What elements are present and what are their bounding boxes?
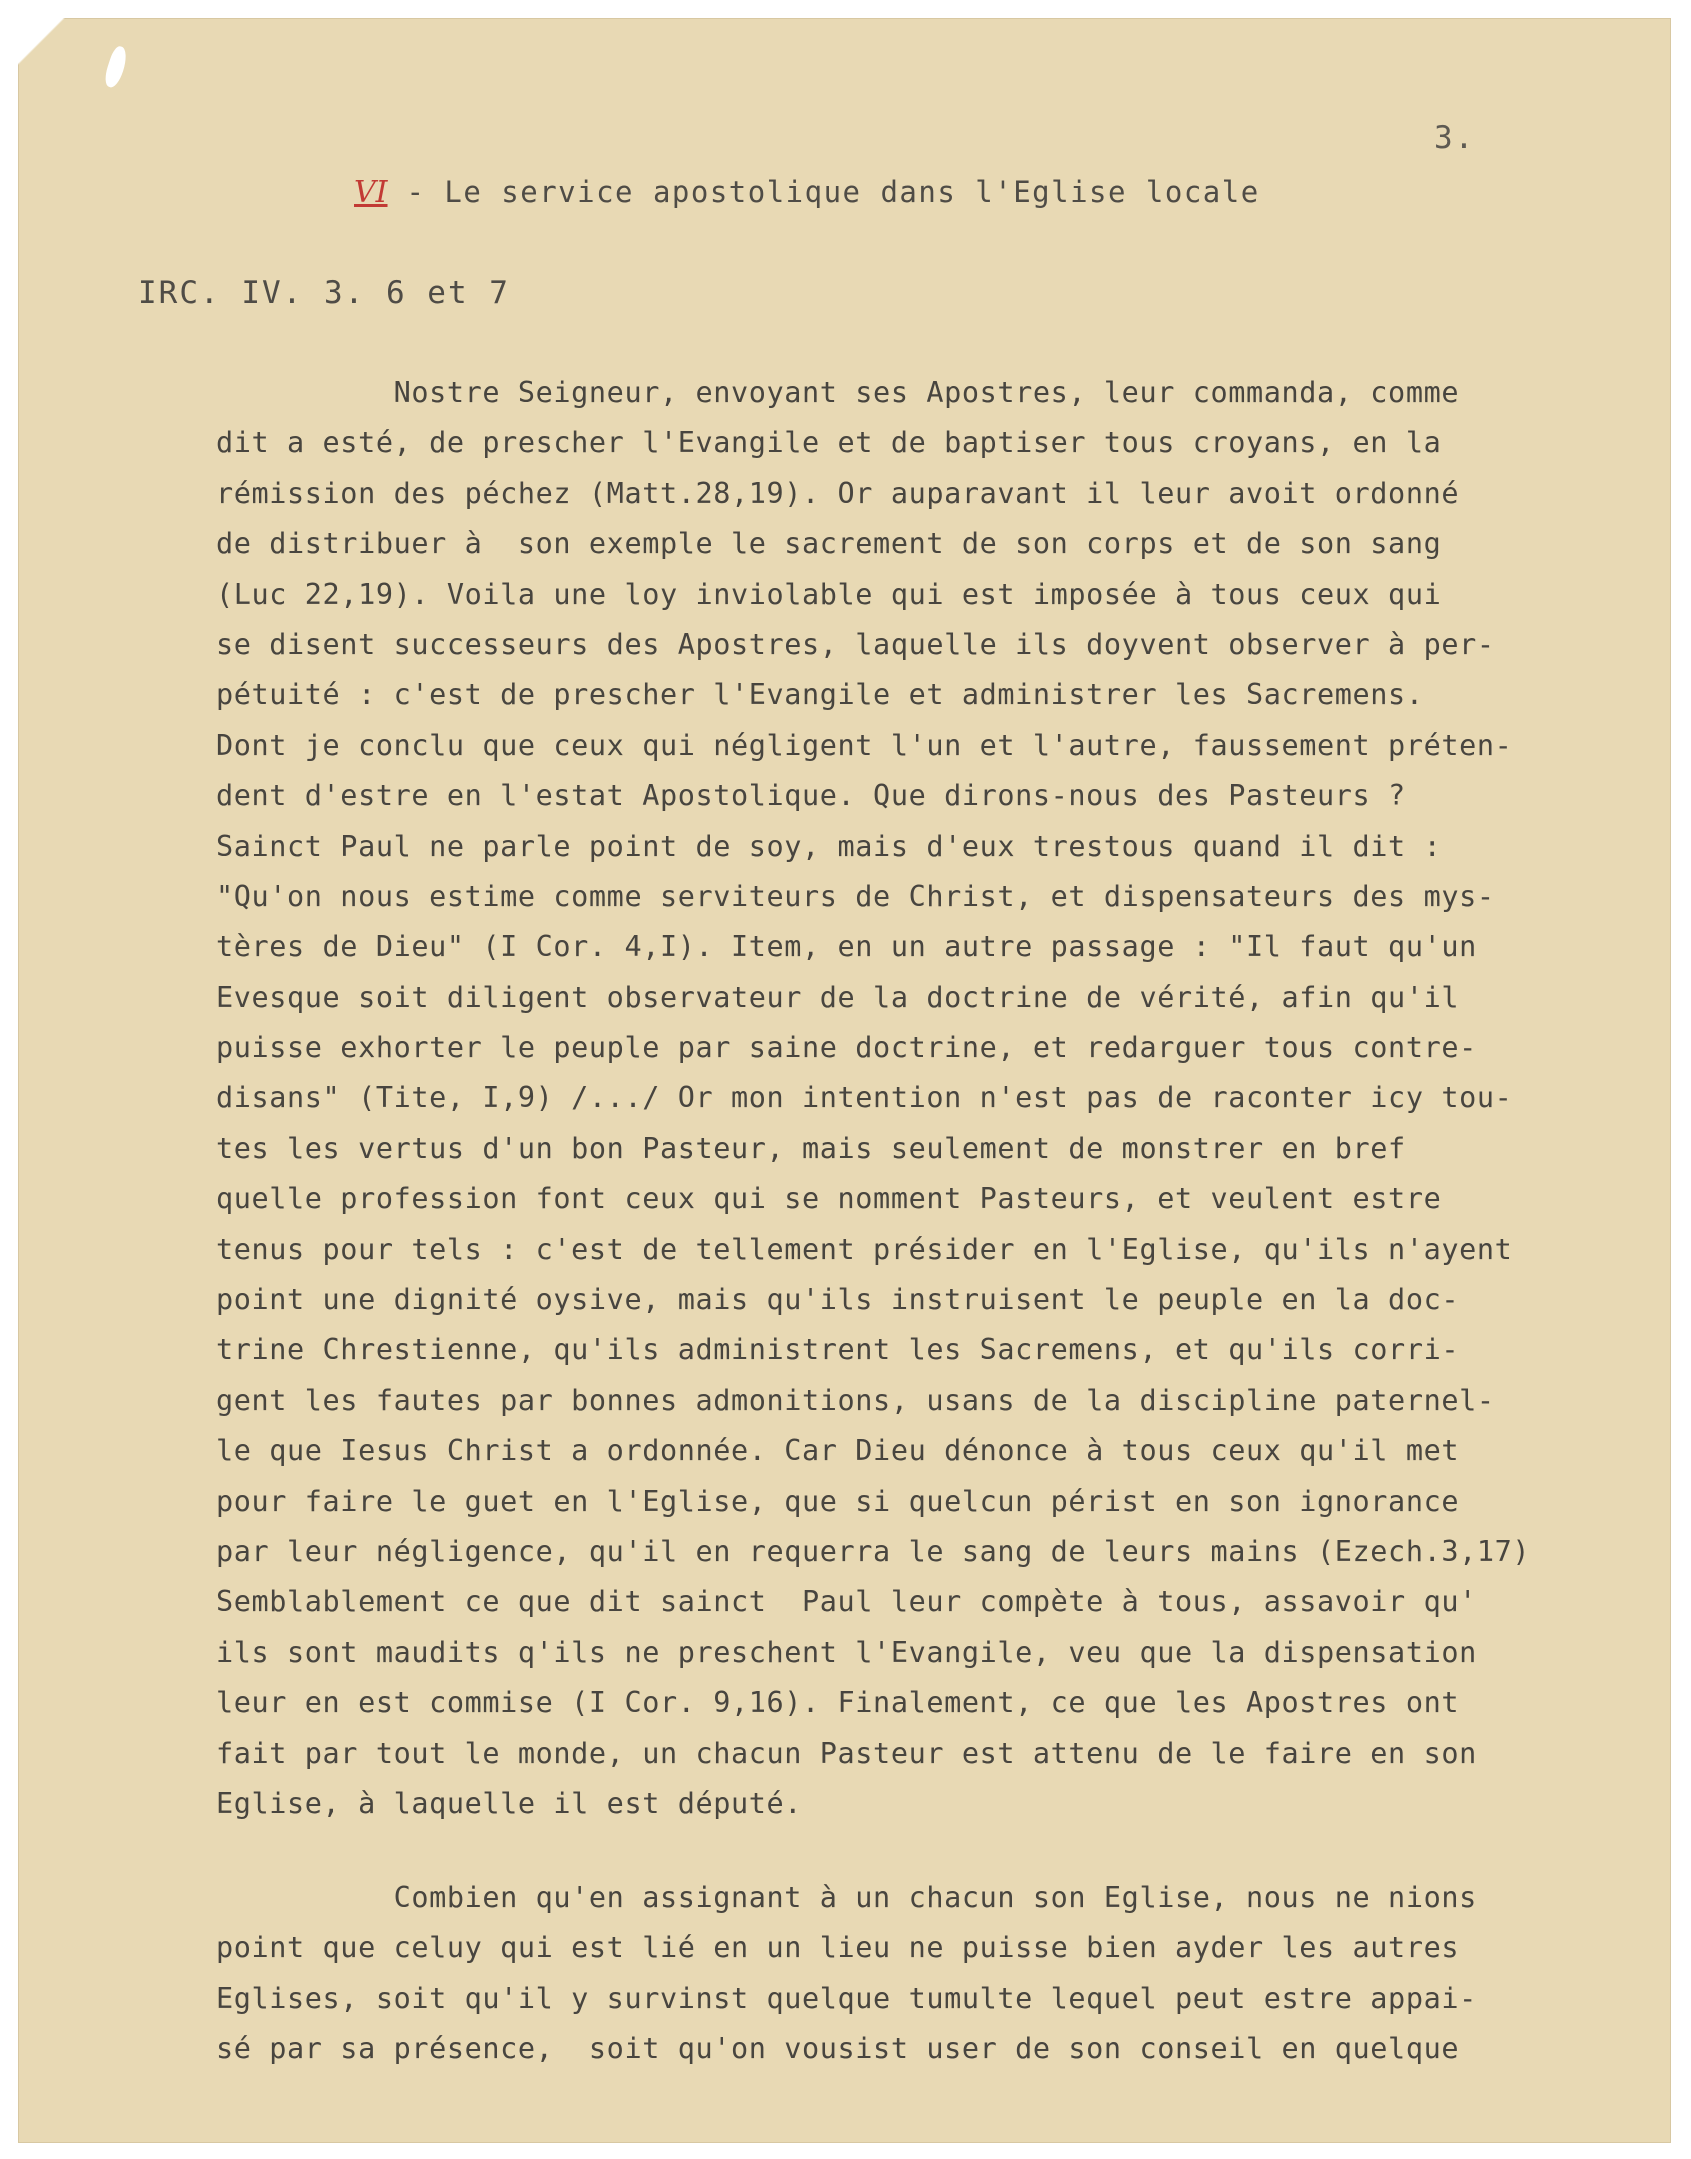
text-line: Eglise, à laquelle il est député. [216,1786,803,1820]
text-line: Dont je conclu que ceux qui négligent l'un et l'autre, faussement préten- [216,728,1513,762]
text-line: le que Iesus Christ a ordonnée. Car Dieu dénonce à tous ceux qu'il met [216,1434,1460,1468]
text-line: fait par tout le monde, un chacun Pasteur est attenu de le faire en son [216,1736,1477,1770]
text-line: disans" (Tite, I,9) /.../ Or mon intention n'est pas de raconter icy tou- [216,1081,1513,1115]
text-line: ils sont maudits q'ils ne preschent l'Evangile, veu que la dispensation [216,1635,1477,1669]
text-line: tenus pour tels : c'est de tellement présider en l'Eglise, qu'ils n'ayent [216,1232,1513,1266]
paragraph-1 [216,368,1530,1829]
text-line: tes les vertus d'un bon Pasteur, mais seulement de monstrer en bref [216,1131,1406,1165]
text-line: point une dignité oysive, mais qu'ils instruisent le peuple en la doc- [216,1283,1460,1317]
text-line: Combien qu'en assignant à un chacun son Eglise, nous ne nions [216,1881,1477,1914]
text-line: dit a esté, de prescher l'Evangile et de baptiser tous croyans, en la [216,426,1442,460]
text-line: trine Chrestienne, qu'ils administrent les Sacremens, et qu'ils corri- [216,1333,1460,1367]
text-line: Nostre Seigneur, envoyant ses Apostres, leur commanda, comme [216,376,1460,409]
text-line: rémission des péchez (Matt.28,19). Or auparavant il leur avoit ordonné [216,476,1460,510]
text-line: sé par sa présence, soit qu'on vousist user de son conseil en quelque [216,2032,1460,2066]
source-reference: IRC. IV. 3. 6 et 7 [138,275,510,311]
text-line: Evesque soit diligent observateur de la doctrine de vérité, afin qu'il [216,980,1460,1014]
text-line: pétuité : c'est de prescher l'Evangile et administrer les Sacremens. [216,678,1424,712]
text-line: "Qu'on nous estime comme serviteurs de Christ, et dispensateurs des mys- [216,879,1495,913]
paper-damage-spot [102,45,130,90]
text-line: par leur négligence, qu'il en requerra le sang de leurs mains (Ezech.3,17) [216,1534,1531,1568]
torn-corner [18,18,158,128]
handwritten-section-marker: VI [354,175,388,210]
text-line: pour faire le guet en l'Eglise, que si quelcun périst en son ignorance [216,1484,1460,1518]
text-line: leur en est commise (I Cor. 9,16). Finalement, ce que les Apostres ont [216,1686,1460,1720]
text-line: se disent successeurs des Apostres, laquelle ils doyvent observer à per- [216,627,1495,661]
text-line: tères de Dieu" (I Cor. 4,I). Item, en un autre passage : "Il faut qu'un [216,930,1477,964]
text-line: Sainct Paul ne parle point de soy, mais d'eux trestous quand il dit : [216,829,1442,863]
text-line: Semblablement ce que dit sainct Paul leur compète à tous, assavoir qu' [216,1585,1477,1619]
section-heading [354,175,1260,210]
typewritten-page [18,18,1671,2143]
heading-text: - Le service apostolique dans l'Eglise locale [406,175,1260,209]
text-line: Eglises, soit qu'il y survinst quelque tumulte lequel peut estre appai- [216,1981,1477,2015]
page-number: 3. [1434,120,1476,156]
text-line: dent d'estre en l'estat Apostolique. Que dirons-nous des Pasteurs ? [216,779,1406,813]
text-line: gent les fautes par bonnes admonitions, usans de la discipline paternel- [216,1383,1495,1417]
paragraph-2 [216,1873,1477,2075]
text-line: point que celuy qui est lié en un lieu ne puisse bien ayder les autres [216,1931,1460,1965]
text-line: de distribuer à son exemple le sacrement de son corps et de son sang [216,527,1442,561]
text-line: quelle profession font ceux qui se nomment Pasteurs, et veulent estre [216,1182,1442,1216]
text-line: (Luc 22,19). Voila une loy inviolable qui est imposée à tous ceux qui [216,577,1442,611]
text-line: puisse exhorter le peuple par saine doctrine, et redarguer tous contre- [216,1031,1477,1065]
